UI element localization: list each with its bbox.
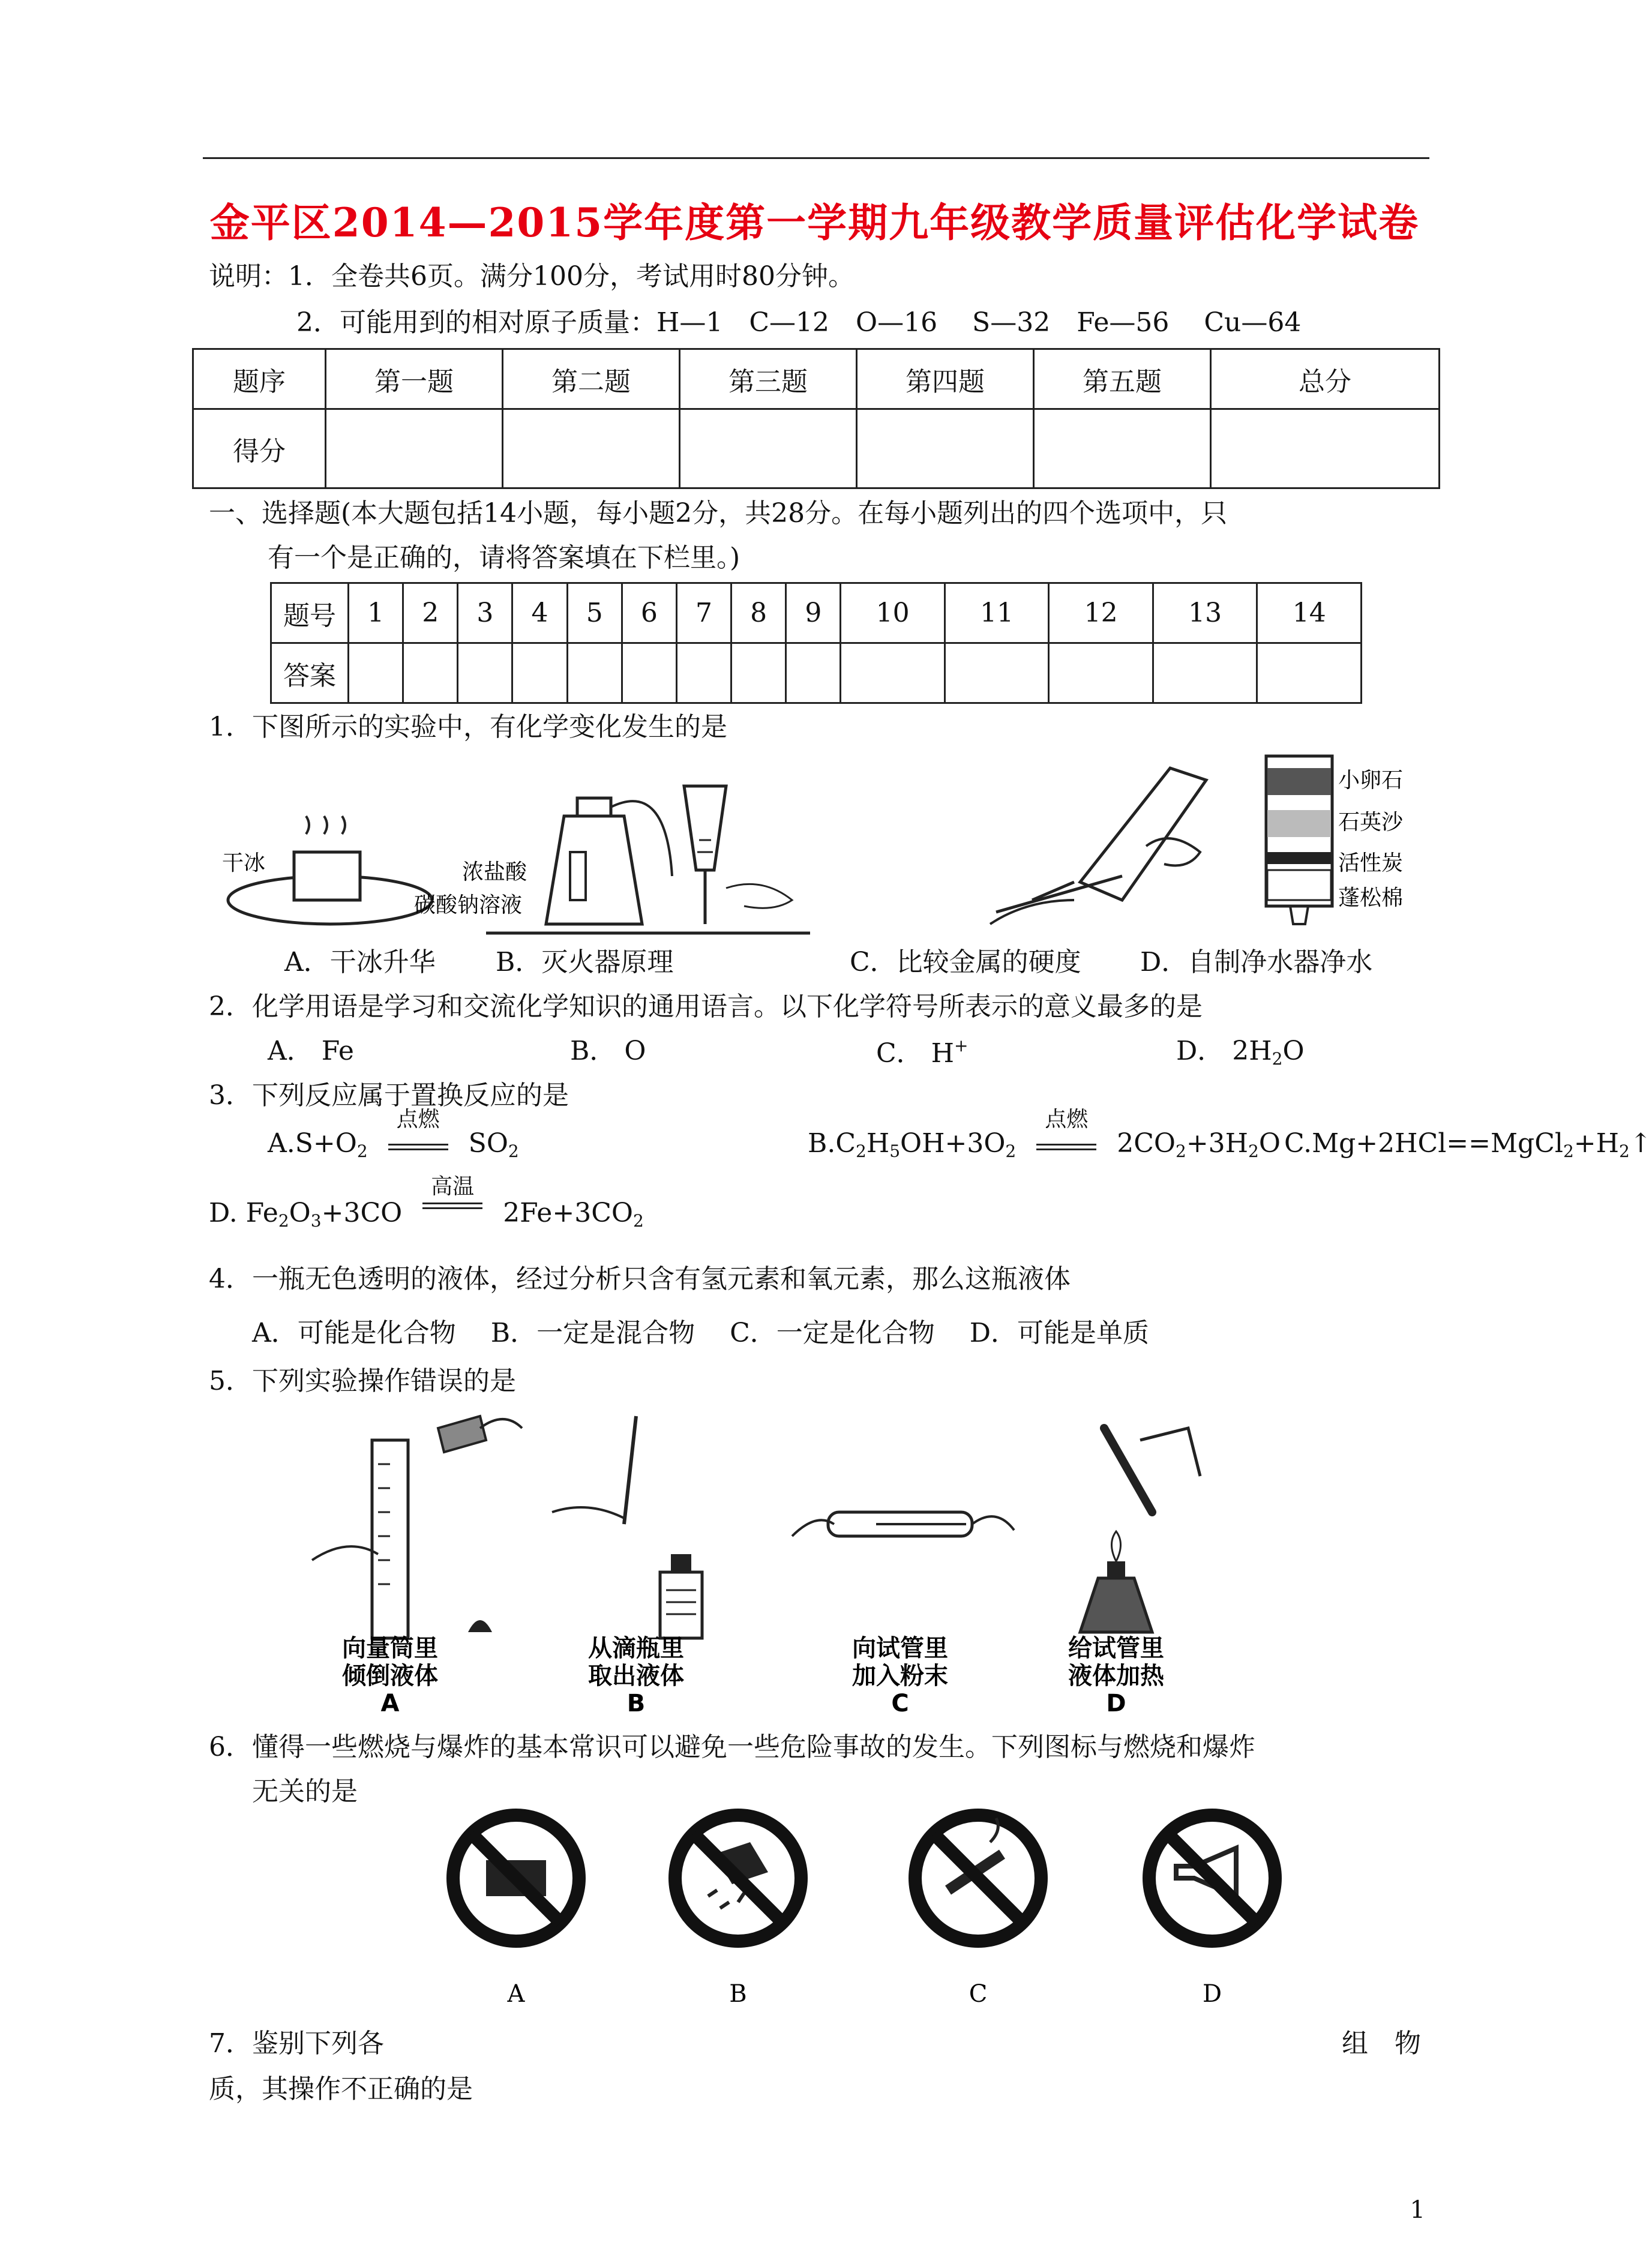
caption-a-letter: A (380, 1690, 400, 1717)
q3-option-d: D. $Fe_2O_3+3CO$ 高温 $2Fe+3CO_2$ (209, 1174, 644, 1231)
page-title: 金平区2014—2015学年度第一学期九年级教学质量评估化学试卷 (209, 199, 1420, 246)
burn-condition-a: 点燃 (376, 1128, 460, 1160)
q6-stem-1: 6．懂得一些燃烧与爆炸的基本常识可以避免一些危险事故的发生。下列图标与燃烧和爆炸 (209, 1732, 1255, 1762)
answer-number: 1 (349, 583, 403, 643)
note-2: 2．可能用到的相对原子质量：H—1 C—12 O—16 S—32 Fe—56 Cu—64 (296, 307, 1302, 338)
answer-cell[interactable] (1153, 643, 1257, 703)
q2-option-b: B． O (570, 1036, 646, 1066)
answer-number: 3 (458, 583, 512, 643)
q1-figure (210, 744, 1464, 942)
q1-option-d: D．自制净水器净水 (1140, 947, 1373, 977)
score-header-cell: 第三题 (680, 349, 857, 409)
q2-option-c: C． H+ (876, 1036, 969, 1069)
q3-option-c: $C.Mg+2HCl==MgCl_2+H_2↑$ (1284, 1128, 1652, 1161)
score-cell[interactable] (503, 409, 680, 488)
q4-options: A．可能是化合物 B．一定是混合物 C．一定是化合物 D．可能是单质 (252, 1318, 1150, 1348)
answer-cell[interactable] (676, 643, 731, 703)
sign-letter-c: C (969, 1980, 988, 2008)
caption-c-line2: 加入粉末 (852, 1662, 948, 1690)
section1-intro-1: 一、选择题(本大题包括14小题，每小题2分，共28分。在每小题列出的四个选项中，只 (209, 498, 1228, 529)
answer-table (270, 582, 1362, 704)
answer-number: 2 (403, 583, 458, 643)
answer-number: 11 (945, 583, 1049, 643)
caption-b-line1: 从滴瓶里 (588, 1635, 684, 1662)
caption-b-line2: 取出液体 (588, 1662, 684, 1690)
water-purifier-illustration (1266, 756, 1404, 924)
section1-intro-2: 有一个是正确的，请将答案填在下栏里。) (268, 542, 740, 573)
score-cell[interactable] (680, 409, 857, 488)
cotton-label: 蓬松棉 (1338, 886, 1404, 910)
answer-number: 10 (841, 583, 945, 643)
extinguisher-illustration (414, 786, 810, 933)
metal-hardness-illustration (990, 768, 1206, 924)
score-header-cell: 总分 (1211, 349, 1440, 409)
no-horn-sign-d (1149, 1815, 1275, 1941)
caption-c-letter: C (891, 1690, 909, 1717)
caption-d-letter: D (1106, 1690, 1126, 1717)
score-cell[interactable] (1034, 409, 1211, 488)
score-cell[interactable] (857, 409, 1034, 488)
top-rule (203, 157, 1429, 159)
q6-figure (444, 1806, 1248, 2010)
dry-ice-illustration (222, 816, 432, 924)
hcl-label: 浓盐酸 (462, 860, 527, 884)
score-header-cell: 第二题 (503, 349, 680, 409)
caption-a-line2: 倾倒液体 (342, 1662, 438, 1690)
dry-ice-label: 干冰 (222, 851, 266, 875)
caption-a-line1: 向量筒里 (342, 1635, 438, 1662)
pour-into-cylinder-illustration (312, 1416, 522, 1717)
score-header-cell: 第一题 (326, 349, 503, 409)
dropper-illustration (552, 1416, 702, 1717)
answer-number: 4 (512, 583, 567, 643)
q6-stem-2: 无关的是 (252, 1776, 358, 1807)
score-cell[interactable] (326, 409, 503, 488)
answer-label-ans: 答案 (271, 643, 349, 703)
q1-option-a: A．干冰升华 (284, 947, 436, 977)
sign-letter-b: B (729, 1980, 747, 2008)
answer-cell[interactable] (567, 643, 622, 703)
q3-stem: 3．下列反应属于置换反应的是 (209, 1080, 569, 1111)
caption-c-line1: 向试管里 (852, 1635, 948, 1662)
q2-option-a: A． Fe (268, 1036, 354, 1066)
answer-cell[interactable] (512, 643, 567, 703)
q7-stem-1-right: 组 物 (1342, 2028, 1421, 2059)
q5-stem: 5．下列实验操作错误的是 (209, 1366, 516, 1396)
answer-cell[interactable] (458, 643, 512, 703)
answer-number: 6 (622, 583, 676, 643)
sign-letter-a: A (507, 1980, 525, 2008)
q5-figure (300, 1404, 1248, 1716)
answer-cell[interactable] (349, 643, 403, 703)
carbon-label: 活性炭 (1338, 851, 1404, 875)
pebble-label: 小卵石 (1338, 768, 1404, 793)
answer-cell[interactable] (786, 643, 841, 703)
answer-number: 12 (1049, 583, 1153, 643)
answer-number: 8 (731, 583, 786, 643)
answer-number: 9 (786, 583, 841, 643)
q1-option-c: C．比较金属的硬度 (850, 947, 1081, 977)
answer-cell[interactable] (945, 643, 1049, 703)
q7-stem-2: 质，其操作不正确的是 (209, 2074, 473, 2104)
heat-condition-d: 高温 (410, 1198, 494, 1230)
answer-number: 13 (1153, 583, 1257, 643)
q1-stem: 1．下图所示的实验中，有化学变化发生的是 (209, 712, 727, 742)
answer-number: 7 (676, 583, 731, 643)
answer-cell[interactable] (841, 643, 945, 703)
caption-b-letter: B (626, 1690, 646, 1717)
score-table (192, 348, 1440, 489)
answer-number: 14 (1257, 583, 1362, 643)
na2co3-label: 碳酸钠溶液 (414, 893, 523, 917)
no-smoking-sign-c (915, 1815, 1041, 1941)
answer-cell[interactable] (1257, 643, 1362, 703)
quartz-label: 石英沙 (1338, 810, 1404, 835)
q2-stem: 2．化学用语是学习和交流化学知识的通用语言。以下化学符号所表示的意义最多的是 (209, 991, 1203, 1022)
score-cell[interactable] (1211, 409, 1440, 488)
heat-liquid-illustration (1068, 1428, 1200, 1717)
q3-option-b: $B.C_2H_5OH+3O_2$ 点燃 $2CO_2+3H_2O$ (808, 1107, 1281, 1161)
no-firecrackers-sign-b (675, 1815, 801, 1941)
answer-number: 5 (567, 583, 622, 643)
burn-condition-b: 点燃 (1024, 1128, 1108, 1160)
answer-cell[interactable] (622, 643, 676, 703)
note-1: 说明：1．全卷共6页。满分100分，考试用时80分钟。 (209, 261, 855, 292)
add-powder-illustration (792, 1512, 1014, 1717)
q3-option-a: $A.S+O_2$ 点燃 $SO_2$ (268, 1107, 519, 1161)
caption-d-line1: 给试管里 (1068, 1635, 1164, 1662)
answer-cell[interactable] (731, 643, 786, 703)
answer-cell[interactable] (1049, 643, 1153, 703)
score-header-cell: 第五题 (1034, 349, 1211, 409)
page-number: 1 (1410, 2196, 1425, 2224)
score-row-label: 得分 (193, 409, 326, 488)
q2-option-d: D． $2H_2O$ (1176, 1036, 1305, 1069)
score-header-cell: 第四题 (857, 349, 1034, 409)
answer-cell[interactable] (403, 643, 458, 703)
score-header-cell: 题序 (193, 349, 326, 409)
answer-label-no: 题号 (271, 583, 349, 643)
caption-d-line2: 液体加热 (1068, 1662, 1164, 1690)
no-fireworks-sign-a (453, 1815, 579, 1941)
q4-stem: 4．一瓶无色透明的液体，经过分析只含有氢元素和氧元素，那么这瓶液体 (209, 1264, 1071, 1294)
q1-option-b: B．灭火器原理 (496, 947, 674, 977)
sign-letter-d: D (1202, 1980, 1222, 2008)
q7-stem-1: 7．鉴别下列各 (209, 2028, 384, 2059)
